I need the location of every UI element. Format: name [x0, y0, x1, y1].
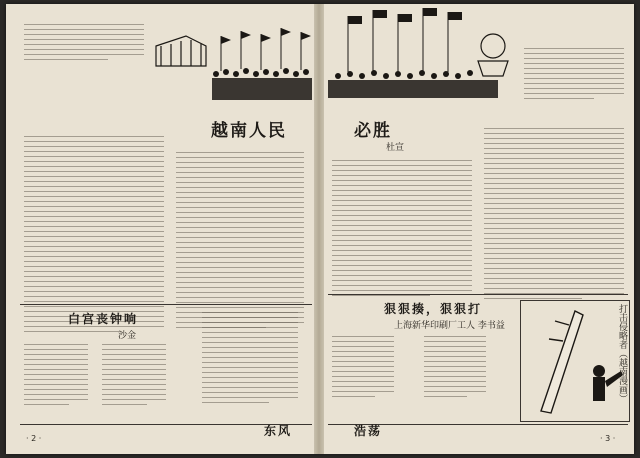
- left-section-divider: [20, 304, 312, 305]
- left-page-number: · 2 ·: [26, 434, 42, 443]
- left-article-column-2: [176, 152, 304, 332]
- article-title-left: 越南人民: [211, 121, 287, 141]
- right-article-column-2: [484, 128, 624, 303]
- left-intro-column: [24, 24, 144, 64]
- poem1-column-1: [24, 344, 88, 409]
- right-section-divider: [328, 294, 628, 295]
- magazine-spread: [6, 4, 634, 454]
- crowd-banner-illustration: [146, 16, 314, 106]
- cartoon-vertical-caption: 打击侵略者（越南漫画）: [617, 304, 627, 403]
- parade-banner-illustration: [328, 6, 518, 106]
- right-page: [324, 4, 634, 454]
- poem2-column-1: [332, 336, 394, 401]
- poem2-column-2: [424, 336, 486, 401]
- right-page-number: · 3 ·: [600, 434, 616, 443]
- article-byline: 杜宣: [386, 143, 405, 153]
- left-page: [6, 4, 314, 454]
- article-title-right: 必胜: [354, 121, 392, 141]
- poem1-author: 沙金: [118, 331, 137, 341]
- left-footer-label: 东风: [264, 424, 293, 438]
- poem1-title: 白宫丧钟响: [68, 312, 139, 326]
- poem2-title: 狠狠揍，狠狠打: [384, 302, 483, 316]
- binding-gutter: [314, 4, 324, 454]
- right-intro-column: [524, 48, 624, 103]
- cartoon-frame: [520, 300, 630, 422]
- right-article-column-1: [332, 160, 472, 300]
- poem1-column-3: [202, 312, 298, 407]
- left-article-column-1: [24, 136, 164, 336]
- poem2-author: 上海新华印刷厂工人 李书益: [394, 321, 505, 331]
- poem1-column-2: [102, 344, 166, 409]
- missile-cartoon-illustration: [521, 301, 629, 421]
- right-footer-label: 浩荡: [354, 424, 383, 438]
